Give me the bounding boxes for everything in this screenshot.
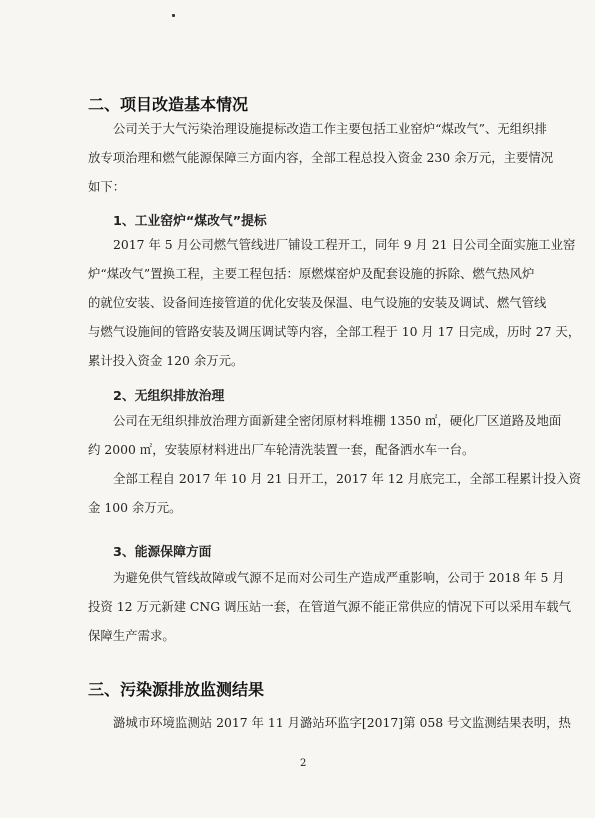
subsection-3-heading: 3、能源保障方面	[113, 545, 212, 560]
text-line: 全部工程自 2017 年 10 月 21 日开工，2017 年 12 月底完工，全部工程累计投入资	[113, 471, 581, 486]
text-line: 2017 年 5 月公司燃气管线进厂铺设工程开工，同年 9 月 21 日公司全面实施工业窑	[113, 237, 576, 252]
section-3-body	[88, 708, 571, 737]
scan-mark	[172, 14, 175, 17]
subsection-2-heading: 2、无组织排放治理	[113, 389, 225, 404]
text-line: 公司关于大气污染治理设施提标改造工作主要包括工业窑炉“煤改气”、无组织排	[113, 121, 547, 136]
text-line: 放专项治理和燃气能源保障三方面内容，全部工程总投入资金 230 余万元，主要情况	[88, 150, 554, 165]
page-number: 2	[300, 758, 307, 769]
section-2-heading: 二、项目改造基本情况	[88, 95, 249, 114]
text-line: 投资 12 万元新建 CNG 调压站一套，在管道气源不能正常供应的情况下可以采用车载气	[88, 599, 572, 614]
subsection-2-body	[88, 406, 581, 522]
text-line: 约 2000 ㎡，安装原材料进出厂车轮清洗装置一套，配备洒水车一台。	[88, 442, 475, 457]
subsection-3-body	[88, 563, 572, 650]
text-line: 公司在无组织排放治理方面新建全密闭原材料堆棚 1350 ㎡，硬化厂区道路及地面	[113, 413, 562, 428]
text-line: 保障生产需求。	[88, 628, 175, 643]
text-line: 如下：	[88, 179, 126, 194]
text-line: 的就位安装、设备间连接管道的优化安装及保温、电气设施的安装及调试、燃气管线	[88, 295, 547, 310]
text-line: 为避免供气管线故障或气源不足而对公司生产造成严重影响，公司于 2018 年 5 月	[113, 570, 565, 585]
text-line: 与燃气设施间的管路安装及调压调试等内容，全部工程于 10 月 17 日完成，历时 27 天，	[88, 324, 581, 339]
text-line: 金 100 余万元。	[88, 500, 182, 515]
text-line: 潞城市环境监测站 2017 年 11 月潞站环监字[2017]第 058 号文监测结果表明，热	[113, 715, 571, 730]
subsection-1-heading: 1、工业窑炉“煤改气”提标	[113, 214, 267, 229]
section-2-intro	[88, 114, 568, 201]
text-line: 累计投入资金 120 余万元。	[88, 353, 244, 368]
section-3-heading: 三、污染源排放监测结果	[88, 680, 265, 699]
subsection-1-body	[88, 230, 581, 375]
text-line: 炉“煤改气”置换工程，主要工程包括：原燃煤窑炉及配套设施的拆除、燃气热风炉	[88, 266, 535, 281]
